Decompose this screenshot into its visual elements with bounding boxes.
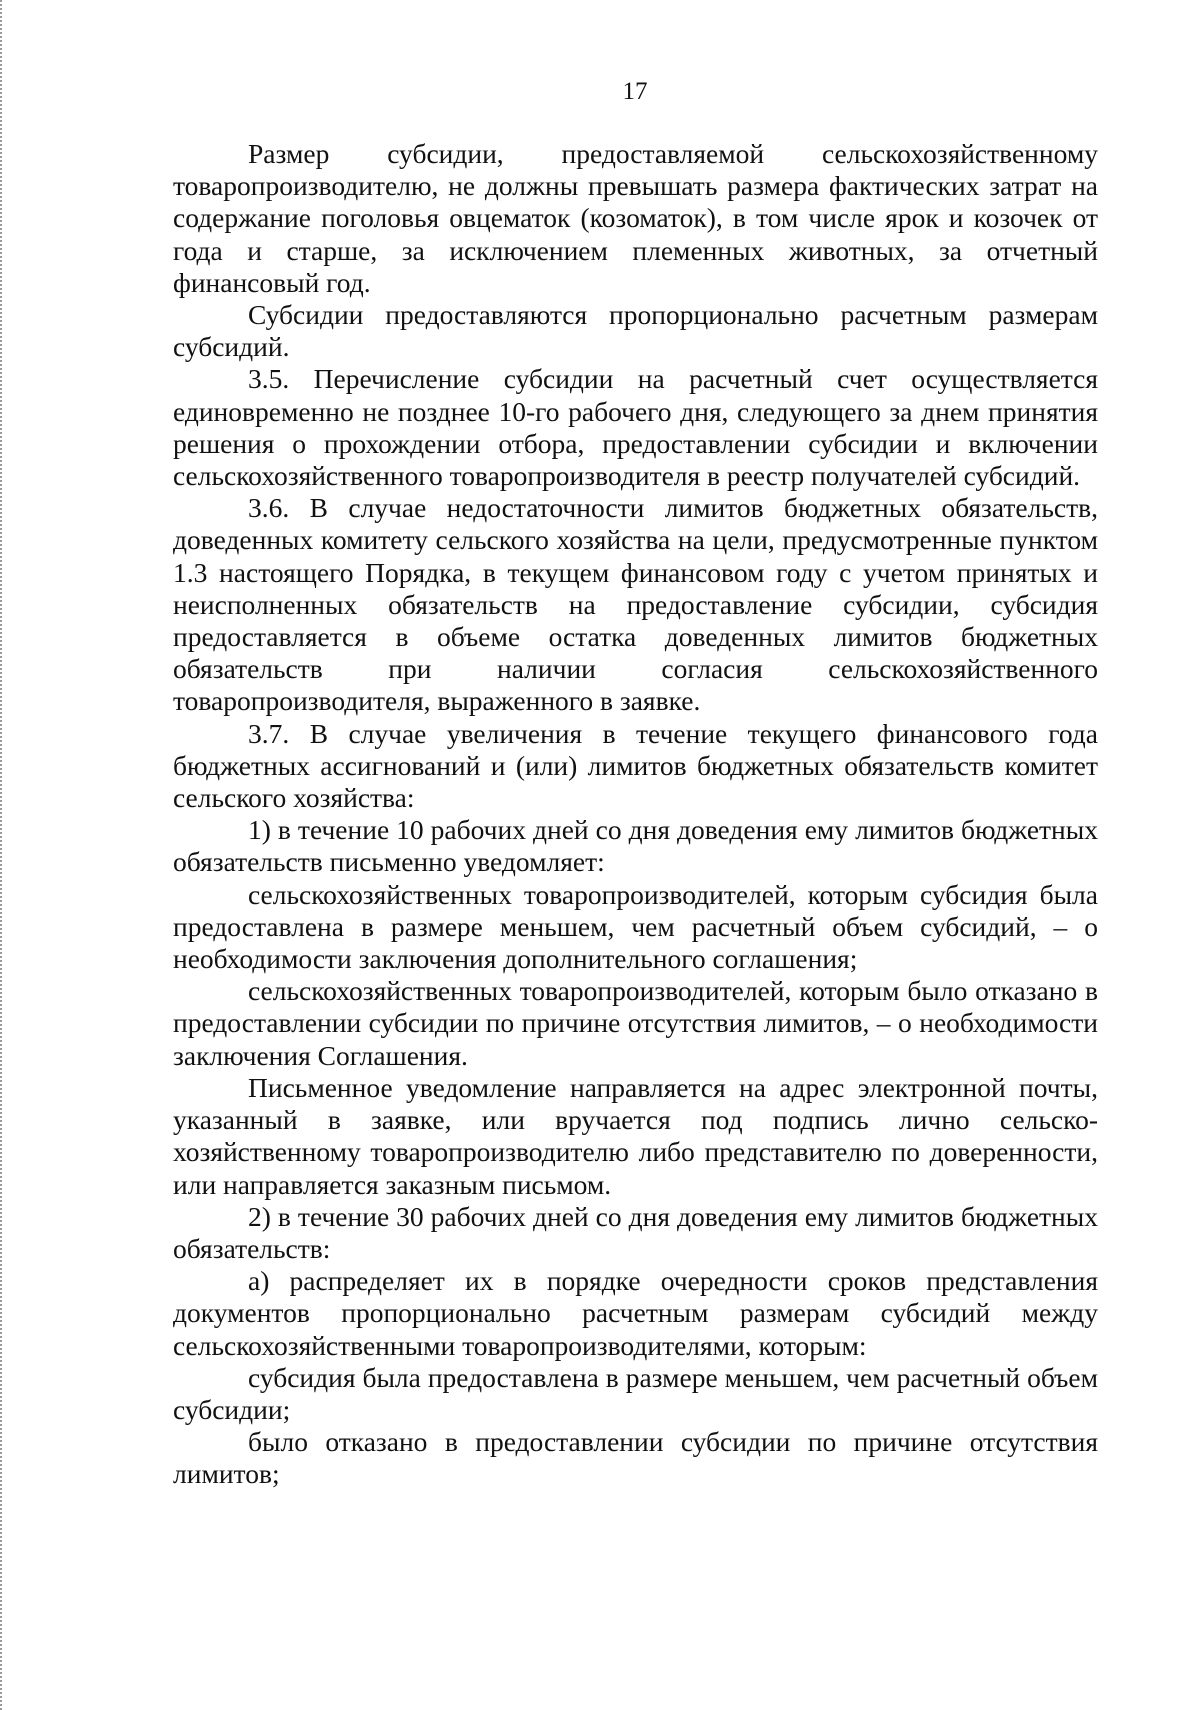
page-number: 17 bbox=[622, 78, 648, 105]
paragraph-notify-reduced: сельскохозяйственных товаропроизводителей, которым субсидия была предоставлена в размере меньшем, чем расчетный объем субсидий, – о необходимости заключения дополнительного соглашения; bbox=[173, 878, 1098, 975]
paragraph-notify-refused: сельскохозяйственных товаропроизводителей, которым было отказано в предоставлении субсидии по причине отсутствия лимитов, – о необходимости заключения Соглашения. bbox=[173, 975, 1098, 1071]
paragraph-item-a: а) распределяет их в порядке очередности сроков представления документов пропорционально расчетным размерам субсидий между сельскохозяйственными товаропроизводителями, которым: bbox=[173, 1265, 1098, 1361]
paragraph-written-notice: Письменное уведомление направляется на адрес электронной почты, указанный в заявке, или вручается под подпись лично сельско-хозяйственному товаропроизводителю либо представителю по доверенности, или направляется заказным письмом. bbox=[173, 1071, 1098, 1200]
paragraph-subsidy-size: Размер субсидии, предоставляемой сельскохозяйственному товаропроизводителю, не должны превышать размера фактических затрат на содержание поголовья овцематок (козоматок), в том числе ярок и козочек от года и старше, за исключением племенных животных, за отчетный финансовый год. bbox=[173, 138, 1098, 298]
paragraph-item-2: 2) в течение 30 рабочих дней со дня доведения ему лимитов бюджетных обязательств: bbox=[173, 1200, 1098, 1264]
paragraph-3-7: 3.7. В случае увеличения в течение текущего финансового года бюджетных ассигнований и (или) лимитов бюджетных обязательств комитет сельского хозяйства: bbox=[173, 717, 1098, 814]
paragraph-item-1: 1) в течение 10 рабочих дней со дня доведения ему лимитов бюджетных обязательств письменно уведомляет: bbox=[173, 814, 1098, 878]
scan-left-edge bbox=[0, 0, 4, 1710]
paragraph-refused-subsidy: было отказано в предоставлении субсидии по причине отсутствия лимитов; bbox=[173, 1426, 1098, 1490]
paragraph-3-6: 3.6. В случае недостаточности лимитов бюджетных обязательств, доведенных комитету сельского хозяйства на цели, предусмотренные пунктом 1.3 настоящего Порядка, в текущем финансовом году с учетом принятых и неисполненных обязательств на предоставление субсидии, субсидия предоставляется в объеме остатка доведенных лимитов бюджетных обязательств при наличии согласия сельскохозяйственного товаропроизводителя, выраженного в заявке. bbox=[173, 492, 1098, 717]
paragraph-subsidy-proportional: Субсидии предоставляются пропорционально расчетным размерам субсидий. bbox=[173, 299, 1098, 363]
paragraph-3-5: 3.5. Перечисление субсидии на расчетный счет осуществляется единовременно не позднее 10-го рабочего дня, следующего за днем принятия решения о прохождении отбора, предоставлении субсидии и включении сельскохозяйственного товаропроизводителя в реестр получателей субсидий. bbox=[173, 363, 1098, 492]
document-body bbox=[173, 138, 1098, 1491]
paragraph-reduced-subsidy: субсидия была предоставлена в размере меньшем, чем расчетный объем субсидии; bbox=[173, 1361, 1098, 1425]
